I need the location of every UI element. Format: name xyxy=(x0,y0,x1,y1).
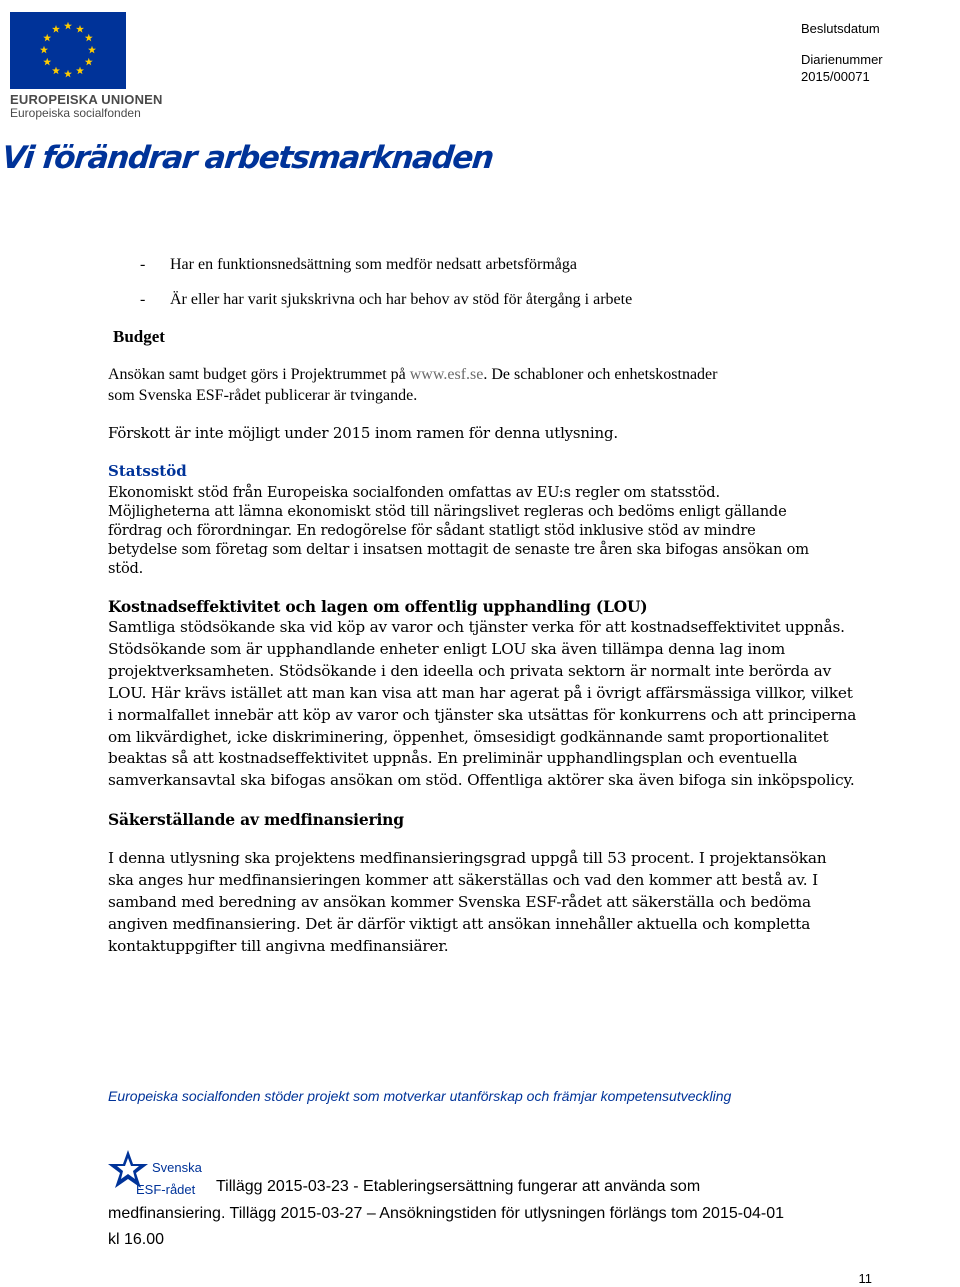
paragraph-line: kontaktuppgifter till angivna medfinansiärer. xyxy=(108,936,449,955)
paragraph-line: betydelse som företag som deltar i insatsen mottagit de senaste tre åren ska bifogas ansökan om xyxy=(108,541,809,558)
paragraph-line: I denna utlysning ska projektens medfinansieringsgrad uppgå till 53 procent. I projektansökan xyxy=(108,849,827,867)
paragraph-line: samverkansavtal ska bifogas ansökan om stöd. Offentliga aktörer ska även bifoga sin inköpspolicy. xyxy=(108,771,855,790)
eu-stars-icon xyxy=(10,12,126,89)
budget-line1-text: Ansökan samt budget görs i Projektrummet på xyxy=(108,366,410,383)
paragraph-line: Samtliga stödsökande ska vid köp av varor och tjänster verka för att kostnadseffektivitet uppnås. xyxy=(108,618,845,636)
paragraph-line: Möjligheterna att lämna ekonomiskt stöd till näringslivet regleras och bedöms enligt gällande xyxy=(108,503,787,520)
slogan: Vi förändrar arbetsmarknaden xyxy=(0,140,495,176)
esf-star-icon xyxy=(108,1148,214,1196)
paragraph-line: i normalfallet innebär att köp av varor och tjänster ska utsättas för konkurrens och att principerna xyxy=(108,705,857,724)
advance-text: Förskott är inte möjligt under 2015 inom ramen för denna utlysning. xyxy=(108,424,618,442)
amendment-line-2: medfinansiering. Tillägg 2015-03-27 – Ansökningstiden för utlysningen förlängs tom 2015-04-01 xyxy=(108,1205,784,1222)
eu-fund-label: Europeiska socialfonden xyxy=(10,106,141,120)
paragraph-line: samband med beredning av ansökan kommer Svenska ESF-rådet att säkerställa och bedöma xyxy=(108,892,811,911)
decision-date-label: Beslutsdatum xyxy=(801,21,880,36)
cofinancing-paragraph xyxy=(108,848,868,958)
list-item-text: Har en funktionsnedsättning som medför nedsatt arbetsförmåga xyxy=(170,256,577,273)
cost-heading: Kostnadseffektivitet och lagen om offentlig upphandling (LOU) xyxy=(108,597,648,616)
list-item: - Har en funktionsnedsättning som medför nedsatt arbetsförmåga xyxy=(140,256,577,273)
amendment-line-3: kl 16.00 xyxy=(108,1231,165,1248)
list-item-text: Är eller har varit sjukskrivna och har behov av stöd för återgång i arbete xyxy=(170,291,633,308)
paragraph-line: angiven medfinansiering. Det är därför viktigt att ansökan innehåller aktuella och kompletta xyxy=(108,914,811,933)
budget-heading: Budget xyxy=(113,327,165,346)
footer-tagline: Europeiska socialfonden stöder projekt som motverkar utanförskap och främjar kompetensutveckling xyxy=(108,1088,732,1104)
paragraph-line: LOU. Här krävs istället att man kan visa att man har agerat på i övrigt affärsmässiga villkor, vilket xyxy=(108,683,853,702)
cost-paragraph xyxy=(108,617,868,792)
paragraph-line: fördrag och förordningar. En redogörelse för sådant statligt stöd inklusive stöd av mindre xyxy=(108,522,756,539)
esf-council-logo xyxy=(108,1148,214,1196)
state-aid-heading: Statsstöd xyxy=(108,462,187,480)
esf-logo-text-2: ESF-rådet xyxy=(136,1182,196,1196)
budget-paragraph xyxy=(108,364,848,406)
paragraph-line: beaktas så att kostnadseffektivitet uppnås. En preliminär upphandlingsplan och eventuella xyxy=(108,749,798,768)
amendment-line-1: Tillägg 2015-03-23 - Etableringsersättning fungerar att använda som xyxy=(216,1178,701,1195)
esf-logo-text-1: Svenska xyxy=(152,1160,202,1175)
list-item: - Är eller har varit sjukskrivna och har behov av stöd för återgång i arbete xyxy=(140,291,633,308)
budget-line2-text: som Svenska ESF-rådet publicerar är tvingande. xyxy=(108,387,418,404)
paragraph-line: ska anges hur medfinansieringen kommer att säkerställas och vad den kommer att bestå av. I xyxy=(108,870,818,889)
state-aid-paragraph xyxy=(108,483,848,578)
page-number: 11 xyxy=(858,1271,872,1286)
paragraph-line: Ekonomiskt stöd från Europeiska socialfonden omfattas av EU:s regler om statsstöd. xyxy=(108,484,720,501)
paragraph-line: om likvärdighet, icke diskriminering, öppenhet, ömsesidigt godkännande samt proportionalitet xyxy=(108,727,829,746)
diary-label: Diarienummer xyxy=(801,52,883,67)
eu-union-label: EUROPEISKA UNIONEN xyxy=(10,92,163,107)
paragraph-line: stöd. xyxy=(108,560,144,577)
eu-flag-logo xyxy=(10,12,126,89)
paragraph-line: projektverksamheten. Stödsökande i den ideella och privata sektorn är normalt inte berörda av xyxy=(108,661,832,680)
cofinancing-heading: Säkerställande av medfinansiering xyxy=(108,810,404,829)
budget-line1-post: . De schabloner och enhetskostnader xyxy=(483,366,718,383)
diary-number: 2015/00071 xyxy=(801,69,870,84)
esf-link[interactable]: www.esf.se xyxy=(409,366,484,383)
paragraph-line: Stödsökande som är upphandlande enheter enligt LOU ska även tillämpa denna lag inom xyxy=(108,639,786,658)
